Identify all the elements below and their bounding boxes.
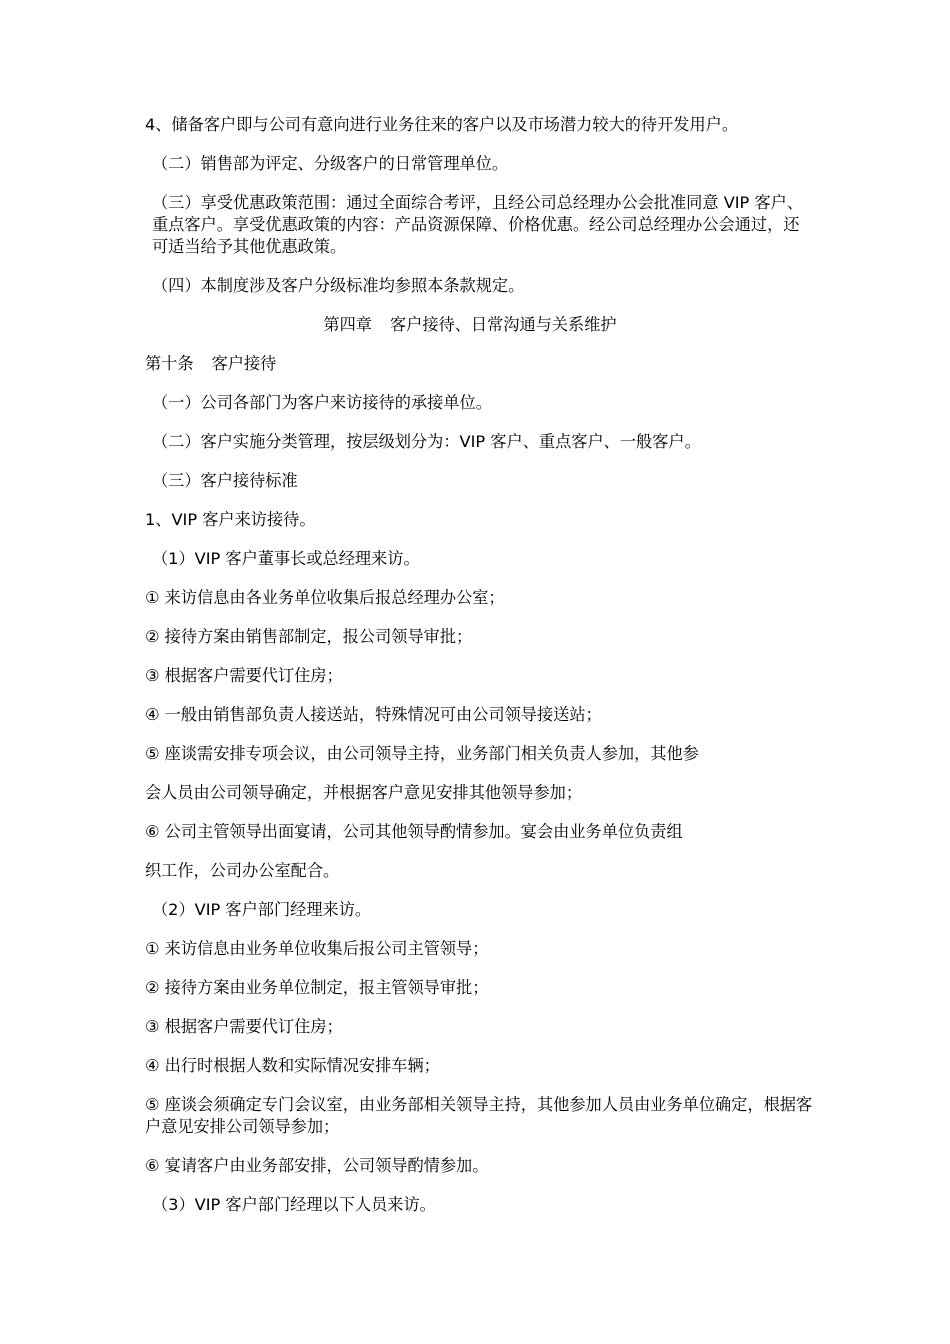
article-name: 客户接待 (211, 354, 277, 373)
chapter-number: 第四章 (323, 315, 372, 334)
body-line: （三）客户接待标准 (152, 471, 298, 490)
body-line: 会人员由公司领导确定，并根据客户意见安排其他领导参加； (145, 783, 583, 802)
body-line: ⑤ 座谈需安排专项会议，由公司领导主持，业务部门相关负责人参加，其他参 (145, 744, 699, 763)
body-line: 1、VIP 客户来访接待。 (145, 510, 316, 529)
body-line: ⑥ 宴请客户由业务部安排，公司领导酌情参加。 (145, 1156, 489, 1175)
body-line: ④ 一般由销售部负责人接送站，特殊情况可由公司领导接送站； (145, 705, 602, 724)
body-line: ③ 根据客户需要代订住房； (145, 666, 343, 685)
chapter-title (145, 314, 815, 336)
body-line: ① 来访信息由业务单位收集后报公司主管领导； (145, 939, 489, 958)
body-line: （1）VIP 客户董事长或总经理来访。 (152, 549, 420, 568)
body-line: 织工作，公司办公室配合。 (145, 861, 340, 880)
body-line: ③ 根据客户需要代订住房； (145, 1017, 343, 1036)
article-title (145, 353, 815, 375)
body-line: （一）公司各部门为客户来访接待的承接单位。 (152, 393, 492, 412)
paragraph-preferential-policy: （三）享受优惠政策范围：通过全面综合考评，且经公司总经理办公会批准同意 VIP 客户、重点客户。享受优惠政策的内容：产品资源保障、价格优惠。经公司总经理办公会通过，还可适当给予其他优惠政策。 (152, 193, 804, 256)
paragraph-reserve-customers: 4、储备客户即与公司有意向进行业务往来的客户以及市场潜力较大的待开发用户。 (145, 115, 739, 134)
article-number: 第十条 (145, 354, 194, 373)
body-line: ② 接待方案由业务单位制定，报主管领导审批； (145, 978, 489, 997)
body-line: ⑥ 公司主管领导出面宴请，公司其他领导酌情参加。宴会由业务单位负责组 (145, 822, 683, 841)
body-line: ④ 出行时根据人数和实际情况安排车辆； (145, 1056, 440, 1075)
body-line: （3）VIP 客户部门经理以下人员来访。 (152, 1195, 436, 1214)
body-line: （二）客户实施分类管理，按层级划分为：VIP 客户、重点客户、一般客户。 (152, 432, 701, 451)
body-line: ⑤ 座谈会须确定专门会议室，由业务部相关领导主持，其他参加人员由业务单位确定，根据客户意见安排公司领导参加； (145, 1095, 813, 1136)
paragraph-sales-dept-management: （二）销售部为评定、分级客户的日常管理单位。 (152, 154, 509, 173)
body-line: ② 接待方案由销售部制定，报公司领导审批； (145, 627, 473, 646)
body-line: ① 来访信息由各业务单位收集后报总经理办公室； (145, 588, 505, 607)
body-line: （2）VIP 客户部门经理来访。 (152, 900, 372, 919)
document-content (145, 114, 815, 1233)
chapter-name: 客户接待、日常沟通与关系维护 (389, 315, 617, 334)
paragraph-classification-standard: （四）本制度涉及客户分级标准均参照本条款规定。 (152, 276, 525, 295)
